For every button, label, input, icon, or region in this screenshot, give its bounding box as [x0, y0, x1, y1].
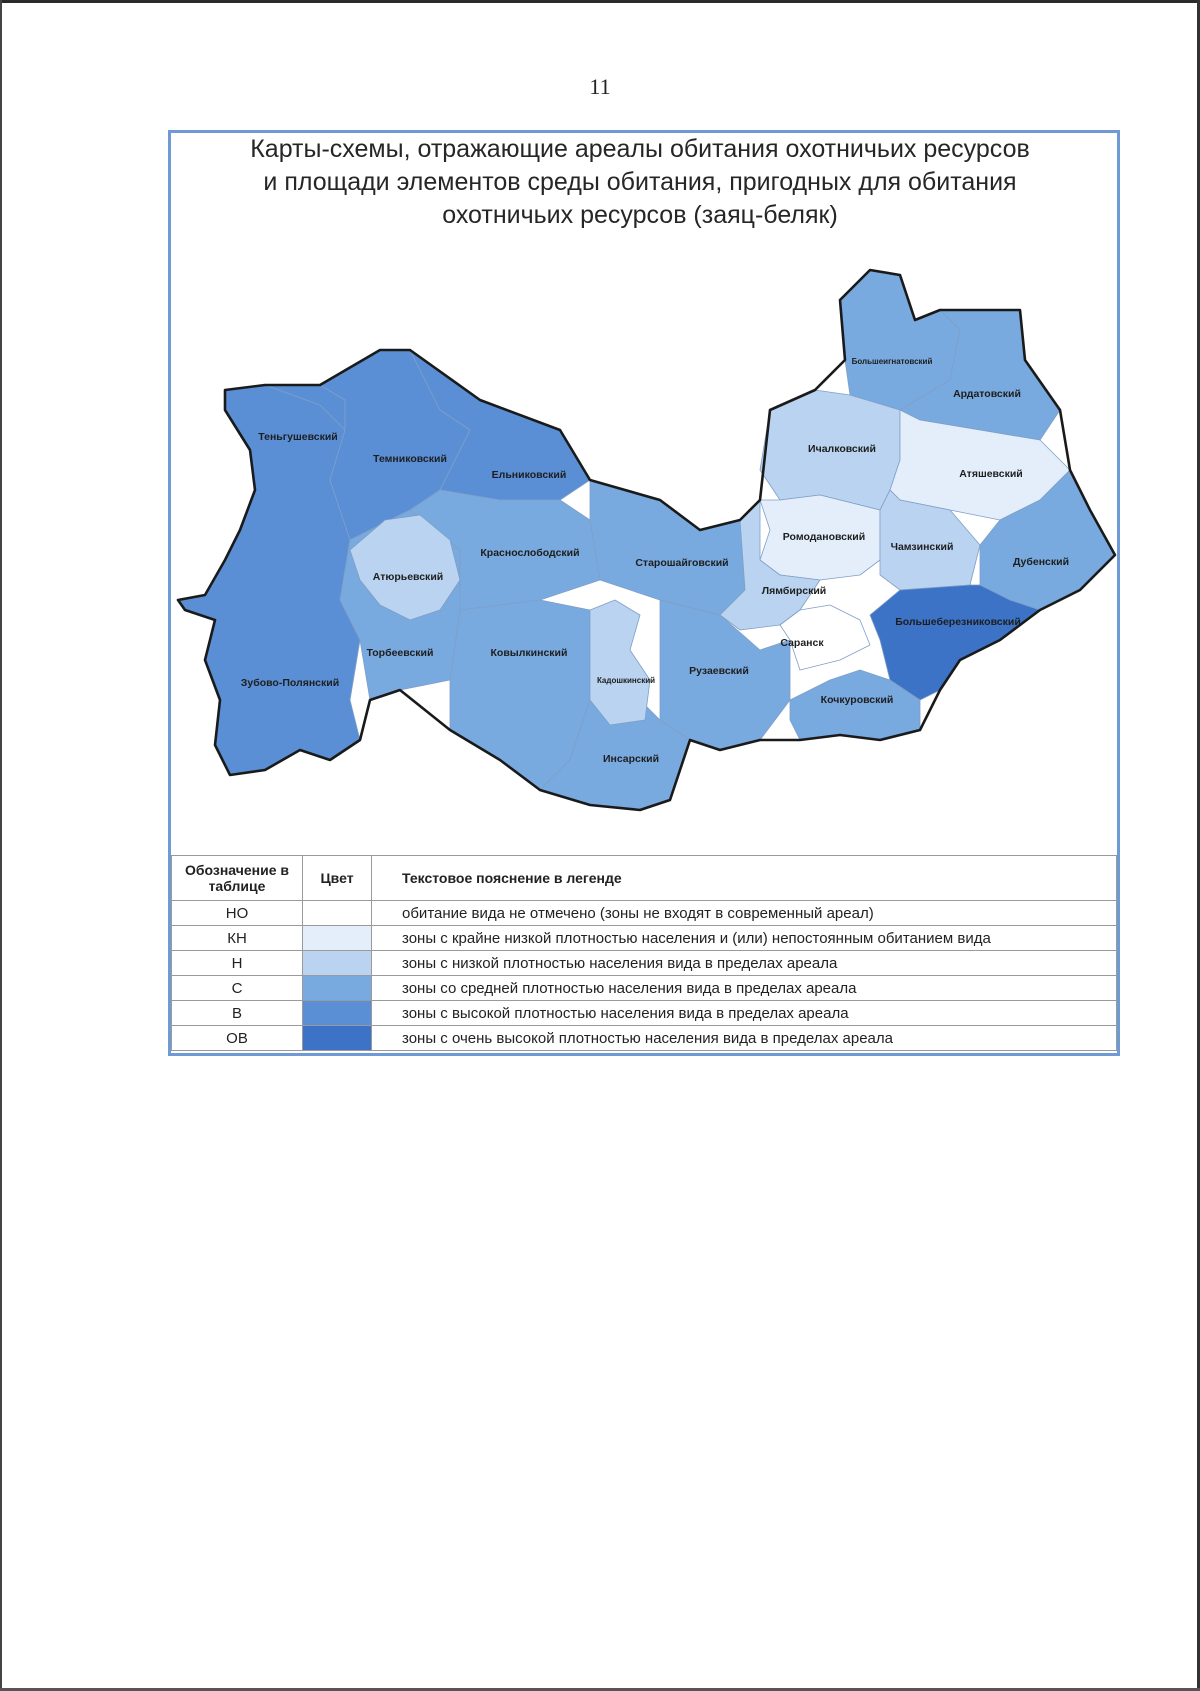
label-bolsheignatovsky: Большеигнатовский [851, 357, 933, 366]
legend-header-color: Цвет [303, 856, 372, 901]
region-bolsheberezniki [870, 585, 1040, 700]
label-dubensky: Дубенский [1012, 556, 1070, 568]
legend-text: зоны со средней плотностью населения вида в пределах ареала [372, 976, 1117, 1001]
legend-text: зоны с крайне низкой плотностью населения и (или) непостоянным обитанием вида [372, 926, 1117, 951]
legend-swatch [303, 901, 371, 925]
label-bolsheberezniki: Большеберезниковский [895, 616, 1021, 628]
label-tengushevsky: Теньгушевский [258, 431, 338, 443]
legend-text: зоны с высокой плотностью населения вида в пределах ареала [372, 1001, 1117, 1026]
label-romodanovsky: Ромодановский [782, 531, 866, 543]
label-zubovo-polyansky: Зубово-Полянский [240, 677, 340, 689]
map-title-line-3: охотничьих ресурсов (заяц-беляк) [442, 201, 838, 229]
region-staroshaigovsky [590, 480, 745, 615]
legend-header-code: Обозначение в таблице [172, 856, 303, 901]
legend-table [171, 855, 1117, 1051]
label-insarsky: Инсарский [602, 753, 660, 765]
label-chamzinsky: Чамзинский [890, 541, 954, 553]
district-regions [178, 270, 1115, 810]
legend-swatch [303, 976, 371, 1000]
label-ardatovsky: Ардатовский [953, 388, 1021, 400]
label-kovylkinsky: Ковылкинский [490, 647, 568, 659]
legend-row [172, 1026, 1117, 1051]
label-temnikovsky: Темниковский [373, 453, 447, 465]
label-torbeevsky: Торбеевский [366, 647, 434, 659]
label-ruzaevsky: Рузаевский [689, 665, 749, 677]
legend-row [172, 926, 1117, 951]
legend-header-row [172, 856, 1117, 901]
legend-code: С [172, 976, 303, 1001]
legend-swatch [303, 951, 371, 975]
legend-code: Н [172, 951, 303, 976]
page-number: 11 [589, 74, 611, 99]
label-elnikovsky: Ельниковский [491, 469, 567, 481]
legend-row [172, 976, 1117, 1001]
legend-swatch [303, 926, 371, 950]
label-ichalkovsky: Ичалковский [808, 443, 876, 455]
label-krasnoslobodsky: Краснослободский [480, 547, 580, 559]
map-title-line-1: Карты-схемы, отражающие ареалы обитания охотничьих ресурсов [250, 135, 1030, 163]
legend-code: НО [172, 901, 303, 926]
legend-swatch [303, 1001, 371, 1025]
legend-row [172, 1001, 1117, 1026]
label-lyambirsky: Лямбирский [761, 585, 827, 597]
legend-code: КН [172, 926, 303, 951]
legend-swatch [303, 1026, 371, 1050]
region-kadoshkinsky [590, 600, 650, 725]
legend-text: зоны с низкой плотностью населения вида в пределах ареала [372, 951, 1117, 976]
legend-text: зоны с очень высокой плотностью населения вида в пределах ареала [372, 1026, 1117, 1051]
legend-header-text: Текстовое пояснение в легенде [372, 856, 1117, 901]
legend-text: обитание вида не отмечено (зоны не входят в современный ареал) [372, 901, 1117, 926]
legend-row [172, 951, 1117, 976]
legend-code: В [172, 1001, 303, 1026]
legend-code: ОВ [172, 1026, 303, 1051]
label-saransk: Саранск [780, 637, 824, 649]
legend-row [172, 901, 1117, 926]
label-kadoshkinsky: Кадошкинский [596, 676, 656, 685]
label-kochkurovsky: Кочкуровский [820, 694, 894, 706]
region-zubovo-polyansky [178, 385, 360, 775]
label-atyashevsky: Атяшевский [959, 468, 1023, 480]
label-atyurevsky: Атюрьевский [372, 571, 444, 583]
label-staroshaigovsky: Старошайговский [635, 557, 729, 569]
map-title-line-2: и площади элементов среды обитания, пригодных для обитания [263, 168, 1017, 196]
